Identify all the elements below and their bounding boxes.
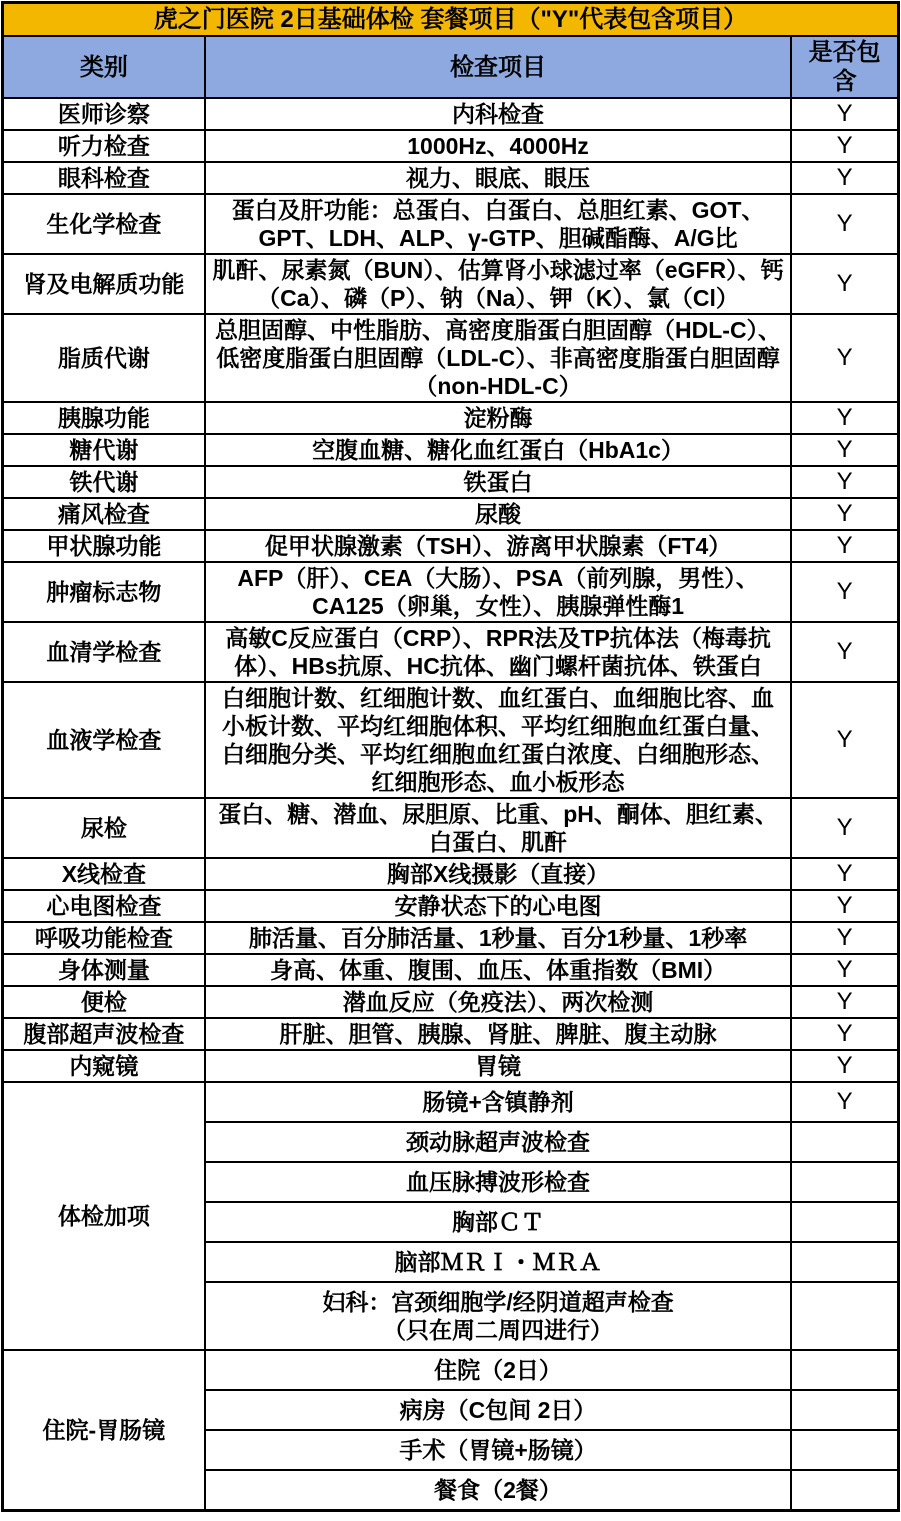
table-row bbox=[3, 530, 899, 562]
category-cell: 听力检查 bbox=[3, 130, 205, 162]
category-cell: 眼科检查 bbox=[3, 162, 205, 194]
item-cell: 白细胞计数、红细胞计数、血红蛋白、血细胞比容、血小板计数、平均红细胞体积、平均红细胞血红蛋白量、白细胞分类、平均红细胞血红蛋白浓度、白细胞形态、红细胞形态、血小板形态 bbox=[205, 682, 792, 798]
included-cell: Y bbox=[791, 130, 898, 162]
category-cell: 医师诊察 bbox=[3, 98, 205, 130]
category-cell: 呼吸功能检查 bbox=[3, 922, 205, 954]
category-cell: 尿检 bbox=[3, 798, 205, 858]
category-cell: 肾及电解质功能 bbox=[3, 254, 205, 314]
item-cell: 促甲状腺激素（TSH）、游离甲状腺素（FT4） bbox=[205, 530, 792, 562]
included-cell bbox=[791, 1282, 898, 1350]
table-row bbox=[3, 98, 899, 130]
item-line-1: 妇科：宫颈细胞学/经阴道超声检查 bbox=[322, 1289, 674, 1315]
item-cell: 颈动脉超声波检查 bbox=[205, 1122, 792, 1162]
category-cell: 糖代谢 bbox=[3, 434, 205, 466]
table-row bbox=[3, 314, 899, 402]
item-cell: 住院（2日） bbox=[205, 1350, 792, 1390]
item-cell: 高敏C反应蛋白（CRP）、RPR法及TP抗体法（梅毒抗体）、HBs抗原、HC抗体、幽门螺杆菌抗体、铁蛋白 bbox=[205, 622, 792, 682]
table-row bbox=[3, 254, 899, 314]
category-cell: 甲状腺功能 bbox=[3, 530, 205, 562]
table-row bbox=[3, 562, 899, 622]
included-cell bbox=[791, 1430, 898, 1470]
table-row bbox=[3, 986, 899, 1018]
category-cell: 血液学检查 bbox=[3, 682, 205, 798]
category-cell: 住院-胃肠镜 bbox=[3, 1350, 205, 1511]
category-cell: 身体测量 bbox=[3, 954, 205, 986]
table-row bbox=[3, 498, 899, 530]
item-cell: 肺活量、百分肺活量、1秒量、百分1秒量、1秒率 bbox=[205, 922, 792, 954]
item-cell: 蛋白、糖、潜血、尿胆原、比重、pH、酮体、胆红素、白蛋白、肌酐 bbox=[205, 798, 792, 858]
included-cell: Y bbox=[791, 402, 898, 434]
included-cell: Y bbox=[791, 466, 898, 498]
included-cell bbox=[791, 1122, 898, 1162]
table-row bbox=[3, 434, 899, 466]
item-cell: 身高、体重、腹围、血压、体重指数（BMI） bbox=[205, 954, 792, 986]
included-cell bbox=[791, 1202, 898, 1242]
item-cell: 肠镜+含镇静剂 bbox=[205, 1082, 792, 1122]
table-row bbox=[3, 798, 899, 858]
item-cell: 潜血反应（免疫法）、两次检测 bbox=[205, 986, 792, 1018]
item-cell: 安静状态下的心电图 bbox=[205, 890, 792, 922]
package-table bbox=[1, 1, 900, 1512]
item-cell: 餐食（2餐） bbox=[205, 1470, 792, 1511]
title-row bbox=[3, 3, 899, 37]
included-cell: Y bbox=[791, 98, 898, 130]
item-cell: 脑部ＭＲＩ・ＭＲＡ bbox=[205, 1242, 792, 1282]
included-cell: Y bbox=[791, 890, 898, 922]
column-header-category: 类别 bbox=[3, 36, 205, 98]
category-cell: 生化学检查 bbox=[3, 194, 205, 254]
item-cell: 空腹血糖、糖化血红蛋白（HbA1c） bbox=[205, 434, 792, 466]
included-cell: Y bbox=[791, 194, 898, 254]
table-row bbox=[3, 682, 899, 798]
table-row bbox=[3, 1350, 899, 1390]
category-cell: 胰腺功能 bbox=[3, 402, 205, 434]
table-row bbox=[3, 1050, 899, 1082]
item-cell: 胸部X线摄影（直接） bbox=[205, 858, 792, 890]
item-cell: 胃镜 bbox=[205, 1050, 792, 1082]
category-cell: 心电图检查 bbox=[3, 890, 205, 922]
category-cell: 血清学检查 bbox=[3, 622, 205, 682]
item-cell: 病房（C包间 2日） bbox=[205, 1390, 792, 1430]
table-body bbox=[3, 98, 899, 1511]
included-cell bbox=[791, 1470, 898, 1511]
table-row bbox=[3, 466, 899, 498]
column-header-included: 是否包含 bbox=[791, 36, 898, 98]
category-cell: 内窥镜 bbox=[3, 1050, 205, 1082]
included-cell bbox=[791, 1390, 898, 1430]
header-row bbox=[3, 36, 899, 98]
category-cell: 肿瘤标志物 bbox=[3, 562, 205, 622]
category-cell: 腹部超声波检查 bbox=[3, 1018, 205, 1050]
item-cell: 蛋白及肝功能：总蛋白、白蛋白、总胆红素、GOT、GPT、LDH、ALP、γ-GTP、胆碱酯酶、A/G比 bbox=[205, 194, 792, 254]
item-cell: 铁蛋白 bbox=[205, 466, 792, 498]
included-cell: Y bbox=[791, 1018, 898, 1050]
included-cell: Y bbox=[791, 254, 898, 314]
included-cell: Y bbox=[791, 162, 898, 194]
table-row bbox=[3, 194, 899, 254]
table-row bbox=[3, 162, 899, 194]
included-cell: Y bbox=[791, 986, 898, 1018]
included-cell: Y bbox=[791, 682, 898, 798]
table-row bbox=[3, 402, 899, 434]
included-cell bbox=[791, 1242, 898, 1282]
included-cell: Y bbox=[791, 1082, 898, 1122]
table-row bbox=[3, 130, 899, 162]
item-cell: 肝脏、胆管、胰腺、肾脏、脾脏、腹主动脉 bbox=[205, 1018, 792, 1050]
included-cell: Y bbox=[791, 622, 898, 682]
included-cell: Y bbox=[791, 798, 898, 858]
table-row bbox=[3, 1018, 899, 1050]
item-cell: 肌酐、尿素氮（BUN）、估算肾小球滤过率（eGFR）、钙（Ca）、磷（P）、钠（Na）、钾（K）、氯（Cl） bbox=[205, 254, 792, 314]
item-cell: 内科检查 bbox=[205, 98, 792, 130]
included-cell: Y bbox=[791, 530, 898, 562]
page-title: 虎之门医院 2日基础体检 套餐项目（"Y"代表包含项目） bbox=[3, 3, 899, 37]
table-row bbox=[3, 1082, 899, 1122]
table-row bbox=[3, 954, 899, 986]
included-cell: Y bbox=[791, 922, 898, 954]
item-cell: 淀粉酶 bbox=[205, 402, 792, 434]
item-cell: 1000Hz、4000Hz bbox=[205, 130, 792, 162]
included-cell: Y bbox=[791, 434, 898, 466]
included-cell: Y bbox=[791, 1050, 898, 1082]
item-cell: AFP（肝）、CEA（大肠）、PSA（前列腺，男性）、CA125（卵巢，女性）、胰腺弹性酶1 bbox=[205, 562, 792, 622]
category-cell: 便检 bbox=[3, 986, 205, 1018]
item-cell: 胸部ＣＴ bbox=[205, 1202, 792, 1242]
included-cell: Y bbox=[791, 562, 898, 622]
item-cell bbox=[205, 1282, 792, 1350]
included-cell: Y bbox=[791, 314, 898, 402]
included-cell bbox=[791, 1350, 898, 1390]
category-cell: 痛风检查 bbox=[3, 498, 205, 530]
item-cell: 尿酸 bbox=[205, 498, 792, 530]
category-cell: 体检加项 bbox=[3, 1082, 205, 1350]
table-row bbox=[3, 922, 899, 954]
table-row bbox=[3, 858, 899, 890]
table-row bbox=[3, 890, 899, 922]
included-cell bbox=[791, 1162, 898, 1202]
included-cell: Y bbox=[791, 498, 898, 530]
included-cell: Y bbox=[791, 954, 898, 986]
column-header-item: 检查项目 bbox=[205, 36, 792, 98]
item-line-2: （只在周二周四进行） bbox=[383, 1317, 614, 1343]
category-cell: 脂质代谢 bbox=[3, 314, 205, 402]
category-cell: X线检查 bbox=[3, 858, 205, 890]
item-cell: 总胆固醇、中性脂肪、高密度脂蛋白胆固醇（HDL-C）、低密度脂蛋白胆固醇（LDL-C）、非高密度脂蛋白胆固醇（non-HDL-C） bbox=[205, 314, 792, 402]
item-cell: 手术（胃镜+肠镜） bbox=[205, 1430, 792, 1470]
category-cell: 铁代谢 bbox=[3, 466, 205, 498]
table-row bbox=[3, 622, 899, 682]
included-cell: Y bbox=[791, 858, 898, 890]
item-cell: 血压脉搏波形检查 bbox=[205, 1162, 792, 1202]
item-cell: 视力、眼底、眼压 bbox=[205, 162, 792, 194]
